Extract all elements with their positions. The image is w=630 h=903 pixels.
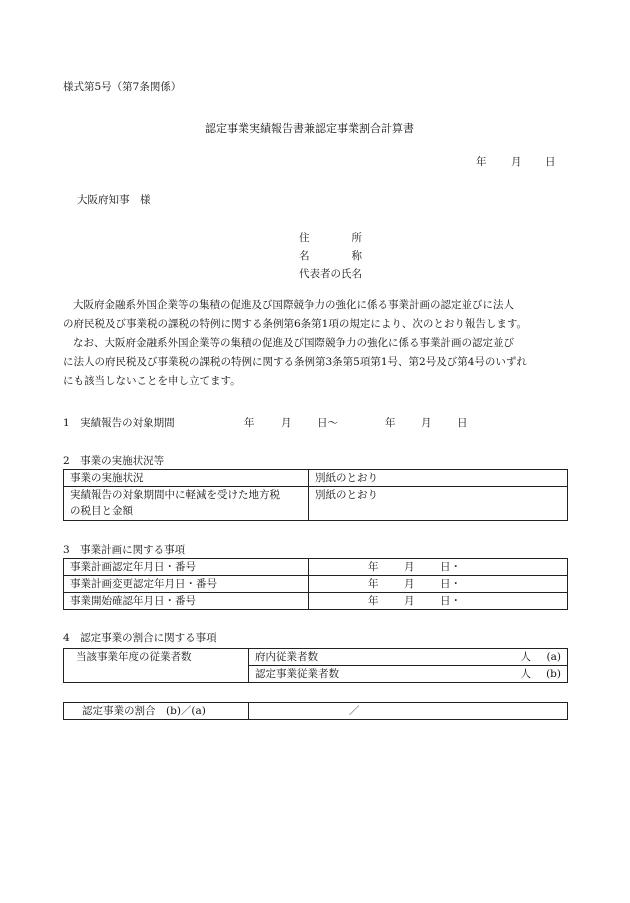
certified-employees-label: 認定事業従業者数: [255, 668, 339, 680]
section-3-heading: 3 事業計画に関する事項: [63, 544, 186, 556]
table-row: [64, 649, 568, 666]
code-label: (a): [546, 651, 561, 663]
period-start-year-label: 年: [244, 417, 255, 429]
ratio-slash: ／: [349, 705, 360, 717]
date-year-label: 年: [368, 595, 379, 607]
date-month-label: 月: [404, 578, 415, 590]
table-cell-label: [249, 649, 568, 666]
table-row: [64, 593, 568, 610]
table-cell-label-line: 実績報告の対象期間中に軽減を受けた地方税: [70, 489, 280, 501]
paragraph-line: の府民税及び事業税の課税の特例に関する条例第6条第1項の規定により、次のとおり報告します。: [63, 318, 528, 330]
company-name-label: 名 称: [299, 250, 362, 262]
form-number: 様式第5号（第7条関係）: [63, 81, 182, 93]
employees-label: 当該事業年度の従業者数: [76, 651, 192, 663]
date-year-label: 年: [368, 578, 379, 590]
representative-name-label: 代表者の氏名: [299, 268, 362, 280]
date-day-label: 日: [545, 156, 556, 168]
table-row: [64, 470, 568, 487]
table-row: [64, 576, 568, 593]
addressee: 大阪府知事 様: [77, 194, 151, 206]
table-cell-label-line: の税目と金額: [70, 505, 133, 517]
period-end-month-label: 月: [421, 417, 432, 429]
ratio-table: [63, 702, 568, 720]
table-row: [64, 487, 568, 521]
date-day-label: 日・: [440, 561, 461, 573]
table-cell-date: [309, 576, 568, 593]
date-year-label: 年: [476, 156, 487, 168]
paragraph-line: にも該当しないことを申し立てます。: [63, 375, 241, 387]
ratio-label: 認定事業の割合 (b)／(a): [82, 705, 206, 717]
table-cell-label: [249, 666, 568, 683]
section-4-heading: 4 認定事業の割合に関する事項: [63, 632, 217, 644]
date-day-label: 日・: [440, 595, 461, 607]
period-start-day-label: 日～: [317, 417, 338, 429]
date-month-label: 月: [404, 561, 415, 573]
implementation-status-table: [63, 469, 568, 521]
report-statement-paragraph: [63, 296, 571, 334]
table-row: [64, 703, 568, 720]
table-row: [64, 559, 568, 576]
unit-label: 人: [520, 668, 531, 680]
ratio-value-cell: [249, 703, 568, 720]
date-year-label: 年: [368, 561, 379, 573]
period-start-month-label: 月: [281, 417, 292, 429]
date-day-label: 日・: [440, 578, 461, 590]
prefecture-employees-label: 府内従業者数: [255, 651, 318, 663]
paragraph-line: に法人の府民税及び事業税の課税の特例に関する条例第3条第5項第1号、第2号及び第4号のいずれ: [63, 356, 527, 368]
period-end-day-label: 日: [457, 417, 468, 429]
employee-count-table: [63, 648, 568, 683]
table-cell-value: 別紙のとおり: [309, 470, 568, 487]
date-month-label: 月: [404, 595, 415, 607]
section-1-label: 1 実績報告の対象期間: [63, 417, 175, 429]
table-cell-label: 事業の実施状況: [64, 470, 309, 487]
declaration-paragraph: [63, 334, 571, 391]
employees-label-cell: [64, 649, 249, 683]
table-cell-label: 事業計画変更認定年月日・番号: [64, 576, 309, 593]
ratio-label-cell: [64, 703, 249, 720]
paragraph-line: 大阪府金融系外国企業等の集積の促進及び国際競争力の強化に係る事業計画の認定並びに法人: [73, 299, 514, 311]
table-cell-label: 事業計画認定年月日・番号: [64, 559, 309, 576]
date-month-label: 月: [511, 156, 522, 168]
table-cell-date: [309, 593, 568, 610]
code-label: (b): [546, 668, 561, 680]
table-cell-label: 事業開始確認年月日・番号: [64, 593, 309, 610]
period-end-year-label: 年: [385, 417, 396, 429]
section-2-heading: 2 事業の実施状況等: [63, 455, 165, 467]
business-plan-table: [63, 558, 568, 610]
document-title: 認定事業実績報告書兼認定事業割合計算書: [205, 122, 414, 135]
table-cell-label: [64, 487, 309, 521]
table-cell-date: [309, 559, 568, 576]
paragraph-line: なお、大阪府金融系外国企業等の集積の促進及び国際競争力の強化に係る事業計画の認定並び: [73, 337, 514, 349]
table-cell-value: 別紙のとおり: [309, 487, 568, 521]
address-label: 住 所: [299, 232, 362, 244]
unit-label: 人: [520, 651, 531, 663]
